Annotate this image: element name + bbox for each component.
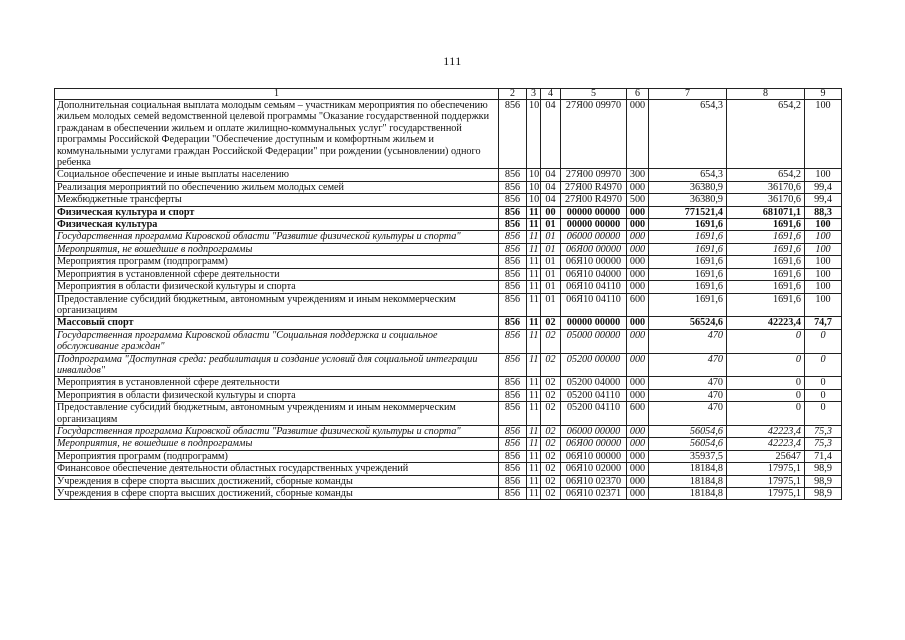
row-target-article-cell: 27Я00 09970 [561, 169, 627, 181]
row-admin-code-cell: 856 [499, 389, 527, 401]
row-subsection-cell: 01 [541, 293, 561, 317]
row-executed-cell: 42223,4 [727, 425, 805, 437]
row-expense-type-cell: 500 [627, 194, 649, 206]
row-target-article-cell: 00000 00000 [561, 206, 627, 218]
row-target-article-cell: 06Я10 04000 [561, 268, 627, 280]
row-section-cell: 11 [527, 353, 541, 377]
row-admin-code-cell: 856 [499, 402, 527, 426]
row-target-article-cell: 05000 00000 [561, 329, 627, 353]
row-percent-cell: 0 [805, 377, 842, 389]
row-executed-cell: 25647 [727, 450, 805, 462]
row-expense-type-cell: 000 [627, 389, 649, 401]
row-planned-cell: 1691,6 [649, 293, 727, 317]
row-name-cell: Мероприятия в установленной сфере деятельности [55, 377, 499, 389]
row-percent-cell: 100 [805, 169, 842, 181]
row-target-article-cell: 06Я10 02000 [561, 463, 627, 475]
row-executed-cell: 654,2 [727, 100, 805, 169]
row-percent-cell: 98,9 [805, 463, 842, 475]
row-executed-cell: 1691,6 [727, 293, 805, 317]
row-percent-cell: 75,3 [805, 438, 842, 450]
header-cell-1: 1 [55, 89, 499, 100]
header-cell-8: 8 [727, 89, 805, 100]
row-planned-cell: 56054,6 [649, 425, 727, 437]
row-executed-cell: 17975,1 [727, 463, 805, 475]
header-cell-6: 6 [627, 89, 649, 100]
row-planned-cell: 470 [649, 329, 727, 353]
row-name-cell: Учреждения в сфере спорта высших достижений, сборные команды [55, 475, 499, 487]
row-executed-cell: 1691,6 [727, 231, 805, 243]
row-section-cell: 10 [527, 100, 541, 169]
row-expense-type-cell: 000 [627, 463, 649, 475]
row-section-cell: 11 [527, 425, 541, 437]
row-target-article-cell: 00000 00000 [561, 317, 627, 329]
row-expense-type-cell: 000 [627, 243, 649, 255]
table-row [55, 475, 842, 487]
row-admin-code-cell: 856 [499, 329, 527, 353]
row-planned-cell: 470 [649, 389, 727, 401]
row-target-article-cell: 06Я00 00000 [561, 243, 627, 255]
row-name-cell: Мероприятия в области физической культуры и спорта [55, 281, 499, 293]
row-target-article-cell: 06Я10 02370 [561, 475, 627, 487]
row-section-cell: 11 [527, 317, 541, 329]
budget-table [54, 88, 842, 500]
row-subsection-cell: 02 [541, 353, 561, 377]
row-planned-cell: 56524,6 [649, 317, 727, 329]
row-expense-type-cell: 000 [627, 100, 649, 169]
row-admin-code-cell: 856 [499, 463, 527, 475]
row-planned-cell: 1691,6 [649, 281, 727, 293]
row-target-article-cell: 06Я10 00000 [561, 450, 627, 462]
row-name-cell: Государственная программа Кировской области "Социальная поддержка и социальное обслуживание граждан" [55, 329, 499, 353]
row-section-cell: 11 [527, 219, 541, 231]
row-subsection-cell: 02 [541, 438, 561, 450]
row-subsection-cell: 01 [541, 281, 561, 293]
row-name-cell: Мероприятия, не вошедшие в подпрограммы [55, 243, 499, 255]
row-percent-cell: 0 [805, 389, 842, 401]
table-row [55, 256, 842, 268]
row-subsection-cell: 02 [541, 475, 561, 487]
row-target-article-cell: 06000 00000 [561, 425, 627, 437]
row-executed-cell: 654,2 [727, 169, 805, 181]
row-admin-code-cell: 856 [499, 450, 527, 462]
row-section-cell: 11 [527, 281, 541, 293]
row-expense-type-cell: 600 [627, 293, 649, 317]
row-target-article-cell: 06Я10 04110 [561, 293, 627, 317]
row-planned-cell: 1691,6 [649, 268, 727, 280]
row-percent-cell: 100 [805, 100, 842, 169]
row-name-cell: Реализация мероприятий по обеспечению жильем молодых семей [55, 181, 499, 193]
row-subsection-cell: 02 [541, 317, 561, 329]
row-planned-cell: 36380,9 [649, 181, 727, 193]
row-percent-cell: 0 [805, 353, 842, 377]
row-admin-code-cell: 856 [499, 377, 527, 389]
row-subsection-cell: 02 [541, 488, 561, 500]
row-percent-cell: 100 [805, 243, 842, 255]
row-section-cell: 11 [527, 488, 541, 500]
row-planned-cell: 35937,5 [649, 450, 727, 462]
table-row [55, 231, 842, 243]
row-planned-cell: 470 [649, 353, 727, 377]
header-row [55, 89, 842, 100]
table-row [55, 100, 842, 169]
row-target-article-cell: 27Я00 R4970 [561, 181, 627, 193]
row-executed-cell: 0 [727, 377, 805, 389]
header-cell-2: 2 [499, 89, 527, 100]
row-planned-cell: 1691,6 [649, 256, 727, 268]
table-row [55, 329, 842, 353]
row-admin-code-cell: 856 [499, 181, 527, 193]
row-admin-code-cell: 856 [499, 206, 527, 218]
row-subsection-cell: 01 [541, 268, 561, 280]
row-section-cell: 11 [527, 329, 541, 353]
row-executed-cell: 0 [727, 329, 805, 353]
header-cell-4: 4 [541, 89, 561, 100]
table-row [55, 268, 842, 280]
row-name-cell: Учреждения в сфере спорта высших достижений, сборные команды [55, 488, 499, 500]
row-expense-type-cell: 000 [627, 219, 649, 231]
row-name-cell: Социальное обеспечение и иные выплаты населению [55, 169, 499, 181]
row-name-cell: Мероприятия программ (подпрограмм) [55, 256, 499, 268]
row-planned-cell: 771521,4 [649, 206, 727, 218]
header-cell-3: 3 [527, 89, 541, 100]
row-target-article-cell: 05200 00000 [561, 353, 627, 377]
row-expense-type-cell: 000 [627, 475, 649, 487]
row-executed-cell: 1691,6 [727, 268, 805, 280]
row-name-cell: Мероприятия программ (подпрограмм) [55, 450, 499, 462]
row-planned-cell: 18184,8 [649, 463, 727, 475]
row-name-cell: Мероприятия, не вошедшие в подпрограммы [55, 438, 499, 450]
row-expense-type-cell: 000 [627, 231, 649, 243]
row-expense-type-cell: 000 [627, 450, 649, 462]
row-expense-type-cell: 000 [627, 317, 649, 329]
row-executed-cell: 42223,4 [727, 438, 805, 450]
row-section-cell: 11 [527, 243, 541, 255]
row-executed-cell: 1691,6 [727, 281, 805, 293]
row-admin-code-cell: 856 [499, 438, 527, 450]
row-section-cell: 11 [527, 377, 541, 389]
row-subsection-cell: 04 [541, 169, 561, 181]
row-admin-code-cell: 856 [499, 194, 527, 206]
row-section-cell: 11 [527, 389, 541, 401]
row-planned-cell: 654,3 [649, 169, 727, 181]
row-percent-cell: 0 [805, 402, 842, 426]
row-expense-type-cell: 000 [627, 353, 649, 377]
row-expense-type-cell: 000 [627, 256, 649, 268]
row-admin-code-cell: 856 [499, 256, 527, 268]
table-row [55, 425, 842, 437]
row-target-article-cell: 06Я10 00000 [561, 256, 627, 268]
row-target-article-cell: 06000 00000 [561, 231, 627, 243]
row-executed-cell: 17975,1 [727, 488, 805, 500]
row-executed-cell: 1691,6 [727, 256, 805, 268]
table-row [55, 377, 842, 389]
row-planned-cell: 1691,6 [649, 243, 727, 255]
row-target-article-cell: 00000 00000 [561, 219, 627, 231]
row-section-cell: 11 [527, 438, 541, 450]
row-section-cell: 10 [527, 194, 541, 206]
row-admin-code-cell: 856 [499, 488, 527, 500]
row-section-cell: 11 [527, 268, 541, 280]
row-planned-cell: 654,3 [649, 100, 727, 169]
row-percent-cell: 100 [805, 293, 842, 317]
table-row [55, 317, 842, 329]
row-subsection-cell: 01 [541, 256, 561, 268]
row-percent-cell: 100 [805, 256, 842, 268]
row-percent-cell: 100 [805, 231, 842, 243]
header-cell-7: 7 [649, 89, 727, 100]
row-subsection-cell: 04 [541, 100, 561, 169]
row-admin-code-cell: 856 [499, 425, 527, 437]
row-expense-type-cell: 000 [627, 438, 649, 450]
table-row [55, 450, 842, 462]
row-percent-cell: 0 [805, 329, 842, 353]
row-section-cell: 11 [527, 463, 541, 475]
row-name-cell: Дополнительная социальная выплата молодым семьям – участникам мероприятия по обеспечению жильем молодых семей ведомственной целевой программы "Оказание государственной поддержки гражданам в обеспечении жильем и оплате жилищно-коммунальных услуг" государственной программы Российской Федерации "Обеспечение доступным и комфортным жильем и коммунальными услугами граждан Российской Федерации" при рождении (усыновлении) одного ребенка [55, 100, 499, 169]
table-row [55, 206, 842, 218]
row-name-cell: Государственная программа Кировской области "Развитие физической культуры и спорта" [55, 231, 499, 243]
row-subsection-cell: 02 [541, 450, 561, 462]
table-row [55, 293, 842, 317]
table-row [55, 353, 842, 377]
row-executed-cell: 0 [727, 402, 805, 426]
header-cell-9: 9 [805, 89, 842, 100]
row-planned-cell: 470 [649, 402, 727, 426]
row-percent-cell: 75,3 [805, 425, 842, 437]
table-row [55, 438, 842, 450]
row-admin-code-cell: 856 [499, 100, 527, 169]
row-planned-cell: 1691,6 [649, 219, 727, 231]
row-percent-cell: 100 [805, 268, 842, 280]
row-percent-cell: 100 [805, 219, 842, 231]
row-executed-cell: 1691,6 [727, 219, 805, 231]
row-section-cell: 11 [527, 402, 541, 426]
row-executed-cell: 36170,6 [727, 194, 805, 206]
row-section-cell: 11 [527, 206, 541, 218]
row-percent-cell: 99,4 [805, 194, 842, 206]
row-admin-code-cell: 856 [499, 219, 527, 231]
row-subsection-cell: 04 [541, 181, 561, 193]
table-row [55, 169, 842, 181]
table-row [55, 389, 842, 401]
row-admin-code-cell: 856 [499, 169, 527, 181]
row-subsection-cell: 02 [541, 377, 561, 389]
row-name-cell: Предоставление субсидий бюджетным, автономным учреждениям и иным некоммерческим организациям [55, 402, 499, 426]
row-target-article-cell: 06Я10 02371 [561, 488, 627, 500]
row-planned-cell: 18184,8 [649, 488, 727, 500]
row-planned-cell: 470 [649, 377, 727, 389]
row-name-cell: Финансовое обеспечение деятельности областных государственных учреждений [55, 463, 499, 475]
row-expense-type-cell: 000 [627, 268, 649, 280]
row-name-cell: Массовый спорт [55, 317, 499, 329]
row-name-cell: Физическая культура [55, 219, 499, 231]
row-percent-cell: 71,4 [805, 450, 842, 462]
row-subsection-cell: 01 [541, 243, 561, 255]
row-subsection-cell: 01 [541, 219, 561, 231]
row-planned-cell: 18184,8 [649, 475, 727, 487]
row-percent-cell: 74,7 [805, 317, 842, 329]
row-name-cell: Мероприятия в области физической культуры и спорта [55, 389, 499, 401]
table-row [55, 281, 842, 293]
row-admin-code-cell: 856 [499, 475, 527, 487]
row-admin-code-cell: 856 [499, 293, 527, 317]
row-target-article-cell: 05200 04110 [561, 402, 627, 426]
row-executed-cell: 42223,4 [727, 317, 805, 329]
row-expense-type-cell: 000 [627, 206, 649, 218]
row-section-cell: 11 [527, 231, 541, 243]
row-section-cell: 10 [527, 169, 541, 181]
row-expense-type-cell: 000 [627, 281, 649, 293]
row-admin-code-cell: 856 [499, 243, 527, 255]
row-executed-cell: 36170,6 [727, 181, 805, 193]
row-subsection-cell: 02 [541, 329, 561, 353]
row-expense-type-cell: 000 [627, 425, 649, 437]
row-target-article-cell: 27Я00 09970 [561, 100, 627, 169]
row-name-cell: Мероприятия в установленной сфере деятельности [55, 268, 499, 280]
row-expense-type-cell: 000 [627, 377, 649, 389]
row-target-article-cell: 06Я10 04110 [561, 281, 627, 293]
row-target-article-cell: 05200 04000 [561, 377, 627, 389]
row-subsection-cell: 02 [541, 389, 561, 401]
row-section-cell: 11 [527, 450, 541, 462]
row-expense-type-cell: 300 [627, 169, 649, 181]
row-percent-cell: 100 [805, 281, 842, 293]
row-subsection-cell: 00 [541, 206, 561, 218]
row-planned-cell: 56054,6 [649, 438, 727, 450]
row-name-cell: Государственная программа Кировской области "Развитие физической культуры и спорта" [55, 425, 499, 437]
row-section-cell: 10 [527, 181, 541, 193]
row-target-article-cell: 27Я00 R4970 [561, 194, 627, 206]
row-admin-code-cell: 856 [499, 231, 527, 243]
row-target-article-cell: 05200 04110 [561, 389, 627, 401]
row-section-cell: 11 [527, 293, 541, 317]
table-row [55, 181, 842, 193]
row-admin-code-cell: 856 [499, 268, 527, 280]
row-name-cell: Физическая культура и спорт [55, 206, 499, 218]
row-planned-cell: 1691,6 [649, 231, 727, 243]
row-executed-cell: 17975,1 [727, 475, 805, 487]
header-cell-5: 5 [561, 89, 627, 100]
row-target-article-cell: 06Я00 00000 [561, 438, 627, 450]
table-row [55, 463, 842, 475]
row-admin-code-cell: 856 [499, 317, 527, 329]
row-expense-type-cell: 000 [627, 181, 649, 193]
row-section-cell: 11 [527, 256, 541, 268]
row-expense-type-cell: 000 [627, 488, 649, 500]
row-subsection-cell: 01 [541, 231, 561, 243]
row-subsection-cell: 02 [541, 425, 561, 437]
row-executed-cell: 1691,6 [727, 243, 805, 255]
row-admin-code-cell: 856 [499, 281, 527, 293]
table-row [55, 402, 842, 426]
row-name-cell: Подпрограмма "Доступная среда: реабилитация и создание условий для социальной интеграции инвалидов" [55, 353, 499, 377]
row-admin-code-cell: 856 [499, 353, 527, 377]
row-subsection-cell: 02 [541, 402, 561, 426]
row-executed-cell: 0 [727, 389, 805, 401]
row-executed-cell: 0 [727, 353, 805, 377]
table-row [55, 219, 842, 231]
page-number: 111 [443, 54, 462, 68]
table-row [55, 488, 842, 500]
table-row [55, 194, 842, 206]
row-subsection-cell: 04 [541, 194, 561, 206]
row-planned-cell: 36380,9 [649, 194, 727, 206]
row-executed-cell: 681071,1 [727, 206, 805, 218]
row-expense-type-cell: 600 [627, 402, 649, 426]
row-percent-cell: 98,9 [805, 488, 842, 500]
row-section-cell: 11 [527, 475, 541, 487]
row-subsection-cell: 02 [541, 463, 561, 475]
row-name-cell: Предоставление субсидий бюджетным, автономным учреждениям и иным некоммерческим организациям [55, 293, 499, 317]
table-body [55, 100, 842, 500]
row-name-cell: Межбюджетные трансферты [55, 194, 499, 206]
row-expense-type-cell: 000 [627, 329, 649, 353]
table-row [55, 243, 842, 255]
row-percent-cell: 98,9 [805, 475, 842, 487]
row-percent-cell: 99,4 [805, 181, 842, 193]
row-percent-cell: 88,3 [805, 206, 842, 218]
